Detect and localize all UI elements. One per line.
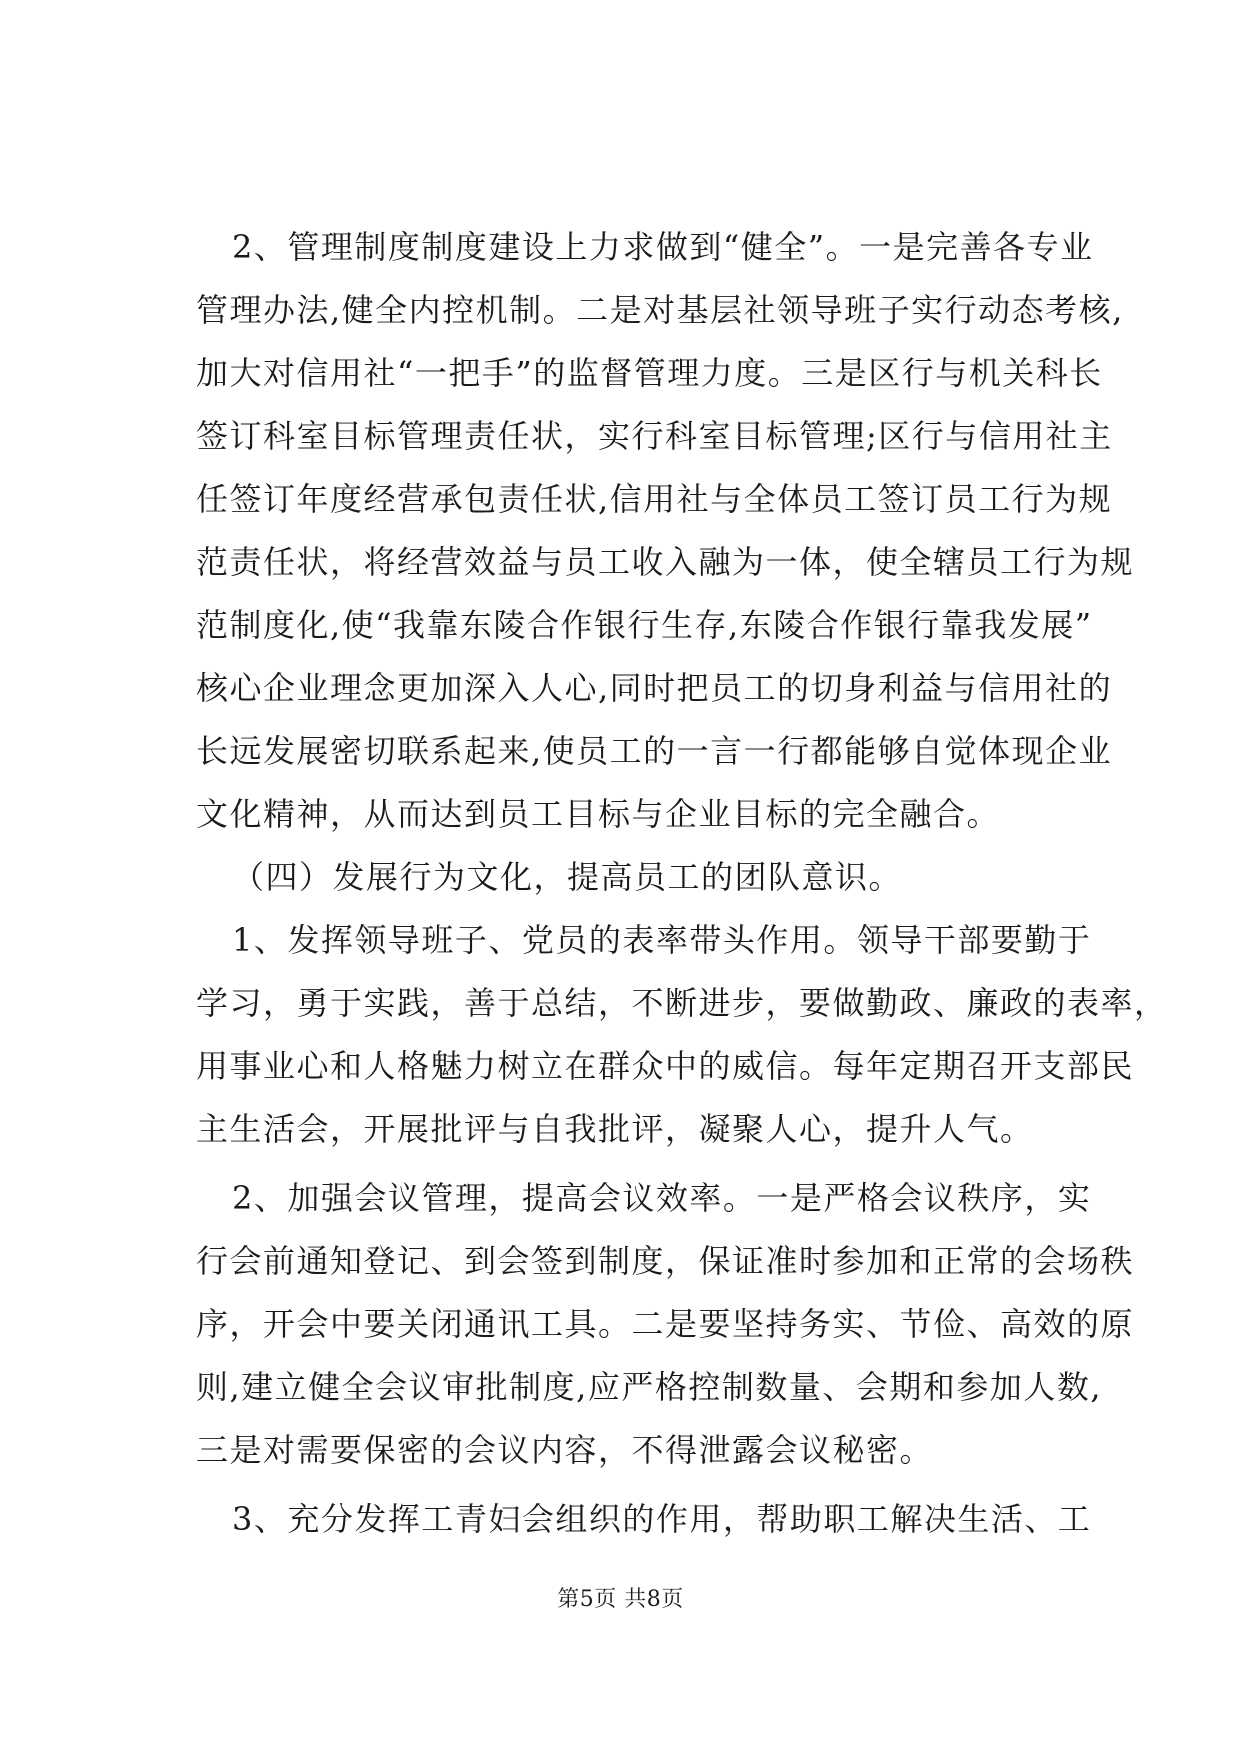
text-line: 核心企业理念更加深入人心,同时把员工的切身利益与信用社的 — [196, 669, 1113, 707]
text-line: 则,建立健全会议审批制度,应严格控制数量、会期和参加人数, — [196, 1368, 1103, 1406]
text-line: 学习，勇于实践，善于总结，不断进步，要做勤政、廉政的表率， — [196, 984, 1168, 1022]
text-line: 1、发挥领导班子、党员的表率带头作用。领导干部要勤于 — [232, 921, 1092, 959]
text-line: 序，开会中要关闭通讯工具。二是要坚持务实、节俭、高效的原 — [196, 1305, 1135, 1343]
text-line: 用事业心和人格魅力树立在群众中的威信。每年定期召开支部民 — [196, 1047, 1135, 1085]
text-line: 范责任状，将经营效益与员工收入融为一体，使全辖员工行为规 — [196, 543, 1135, 581]
text-line: 3、充分发挥工青妇会组织的作用，帮助职工解决生活、工 — [232, 1500, 1092, 1538]
text-line: 任签订年度经营承包责任状,信用社与全体员工签订员工行为规 — [196, 480, 1113, 518]
text-line: 行会前通知登记、到会签到制度，保证准时参加和正常的会场秩 — [196, 1242, 1135, 1280]
page-number-footer: 第5页 共8页 — [557, 1587, 684, 1612]
text-line: 范制度化,使“我靠东陵合作银行生存,东陵合作银行靠我发展” — [196, 606, 1093, 644]
text-line: 加大对信用社“一把手”的监督管理力度。三是区行与机关科长 — [196, 354, 1103, 392]
text-line: 管理办法,健全内控机制。二是对基层社领导班子实行动态考核, — [196, 291, 1124, 329]
text-line: 签订科室目标管理责任状，实行科室目标管理;区行与信用社主 — [196, 417, 1113, 455]
text-line: 三是对需要保密的会议内容，不得泄露会议秘密。 — [196, 1431, 934, 1469]
text-line: 文化精神，从而达到员工目标与企业目标的完全融合。 — [196, 795, 1001, 833]
section-heading: （四）发展行为文化，提高员工的团队意识。 — [232, 858, 903, 896]
text-line: 主生活会，开展批评与自我批评，凝聚人心，提升人气。 — [196, 1110, 1034, 1148]
text-line: 长远发展密切联系起来,使员工的一言一行都能够自觉体现企业 — [196, 732, 1113, 770]
text-line: 2、管理制度制度建设上力求做到“健全”。一是完善各专业 — [232, 228, 1094, 266]
text-line: 2、加强会议管理，提高会议效率。一是严格会议秩序，实 — [232, 1179, 1092, 1217]
